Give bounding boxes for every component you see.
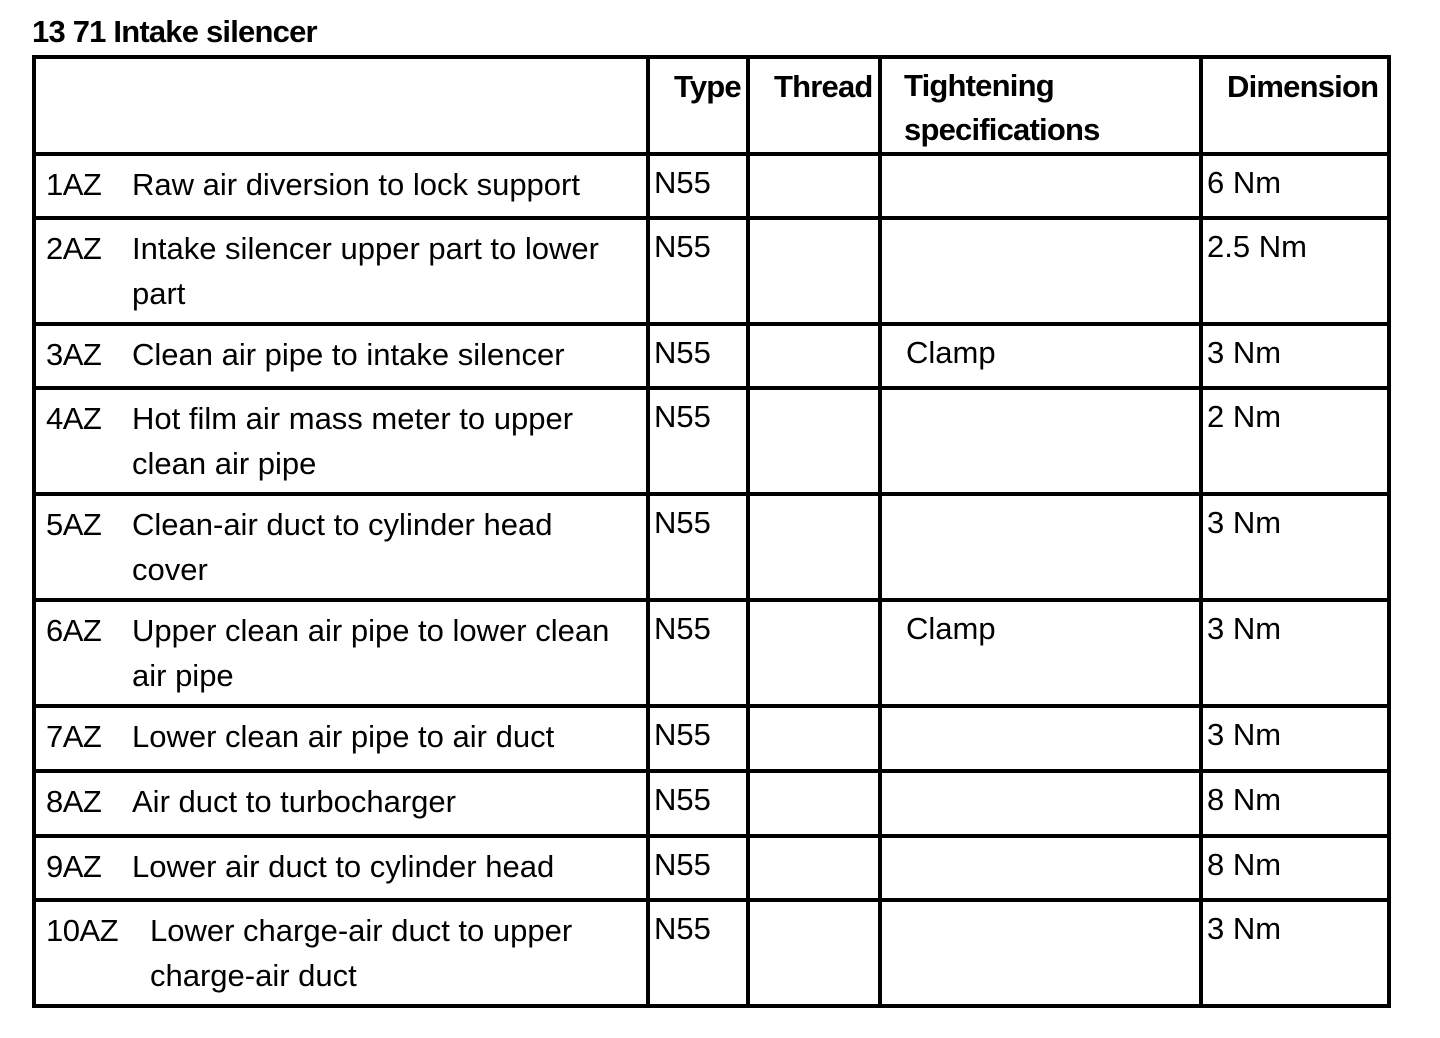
table-header-row (34, 57, 1389, 154)
specification-cell (880, 494, 1201, 600)
item-code: 7AZ (46, 719, 102, 754)
item-code: 1AZ (46, 167, 102, 202)
item-code: 9AZ (46, 849, 102, 884)
description-cell (34, 154, 648, 218)
type-cell: N55 (648, 771, 748, 836)
table-row (34, 494, 1389, 600)
item-description: Air duct to turbocharger (132, 784, 456, 819)
table-row (34, 771, 1389, 836)
dimension-cell: 3 Nm (1201, 494, 1389, 600)
item-description: Lower air duct to cylinder head (132, 849, 555, 884)
specification-cell (880, 388, 1201, 494)
header-dimension: Dimension (1201, 57, 1389, 154)
table-row (34, 836, 1389, 900)
header-thread: Thread (748, 57, 880, 154)
item-code: 4AZ (46, 401, 102, 436)
thread-cell (748, 600, 880, 706)
item-code: 8AZ (46, 784, 102, 819)
table-row (34, 154, 1389, 218)
type-cell: N55 (648, 706, 748, 771)
type-cell: N55 (648, 324, 748, 388)
specification-cell (880, 836, 1201, 900)
table-row (34, 388, 1389, 494)
dimension-cell: 2 Nm (1201, 388, 1389, 494)
type-cell: N55 (648, 388, 748, 494)
thread-cell (748, 900, 880, 1006)
type-cell: N55 (648, 154, 748, 218)
thread-cell (748, 836, 880, 900)
description-cell (34, 900, 648, 1006)
table-row (34, 600, 1389, 706)
specification-cell (880, 218, 1201, 324)
dimension-cell: 3 Nm (1201, 324, 1389, 388)
specification-cell (880, 771, 1201, 836)
item-code: 3AZ (46, 337, 102, 372)
type-cell: N55 (648, 900, 748, 1006)
thread-cell (748, 706, 880, 771)
thread-cell (748, 388, 880, 494)
item-description: Clean air pipe to intake silencer (132, 337, 565, 372)
table-row (34, 324, 1389, 388)
dimension-cell: 8 Nm (1201, 836, 1389, 900)
specification-cell (880, 900, 1201, 1006)
header-type: Type (648, 57, 748, 154)
specification-cell: Clamp (880, 324, 1201, 388)
dimension-cell: 8 Nm (1201, 771, 1389, 836)
thread-cell (748, 494, 880, 600)
type-cell: N55 (648, 600, 748, 706)
item-description: Hot film air mass meter to upper clean air pipe (132, 401, 574, 481)
specification-cell (880, 154, 1201, 218)
dimension-cell: 3 Nm (1201, 706, 1389, 771)
thread-cell (748, 218, 880, 324)
description-cell (34, 494, 648, 600)
description-cell (34, 218, 648, 324)
dimension-cell: 3 Nm (1201, 600, 1389, 706)
thread-cell (748, 771, 880, 836)
thread-cell (748, 154, 880, 218)
thread-cell (748, 324, 880, 388)
type-cell: N55 (648, 218, 748, 324)
dimension-cell: 2.5 Nm (1201, 218, 1389, 324)
table-row (34, 900, 1389, 1006)
type-cell: N55 (648, 494, 748, 600)
item-description: Upper clean air pipe to lower clean air pipe (132, 613, 610, 693)
description-cell (34, 600, 648, 706)
type-cell: N55 (648, 836, 748, 900)
table-row (34, 218, 1389, 324)
item-description: Lower clean air pipe to air duct (132, 719, 555, 754)
document-title: 13 71 Intake silencer (32, 14, 317, 49)
tightening-torque-table (32, 55, 1391, 1008)
header-description (34, 57, 648, 154)
item-code: 5AZ (46, 507, 102, 542)
item-description: Raw air diversion to lock support (132, 167, 580, 202)
specification-cell: Clamp (880, 600, 1201, 706)
item-code: 6AZ (46, 613, 102, 648)
description-cell (34, 836, 648, 900)
item-code: 2AZ (46, 231, 102, 266)
table-row (34, 706, 1389, 771)
description-cell (34, 771, 648, 836)
description-cell (34, 388, 648, 494)
description-cell (34, 706, 648, 771)
item-code: 10AZ (46, 913, 119, 948)
dimension-cell: 6 Nm (1201, 154, 1389, 218)
item-description: Clean-air duct to cylinder head cover (132, 507, 553, 587)
dimension-cell: 3 Nm (1201, 900, 1389, 1006)
description-cell (34, 324, 648, 388)
item-description: Intake silencer upper part to lower part (132, 231, 599, 311)
header-tightening-specifications: Tightening specifications (880, 57, 1201, 154)
specification-cell (880, 706, 1201, 771)
item-description: Lower charge-air duct to upper charge-air duct (150, 913, 573, 993)
